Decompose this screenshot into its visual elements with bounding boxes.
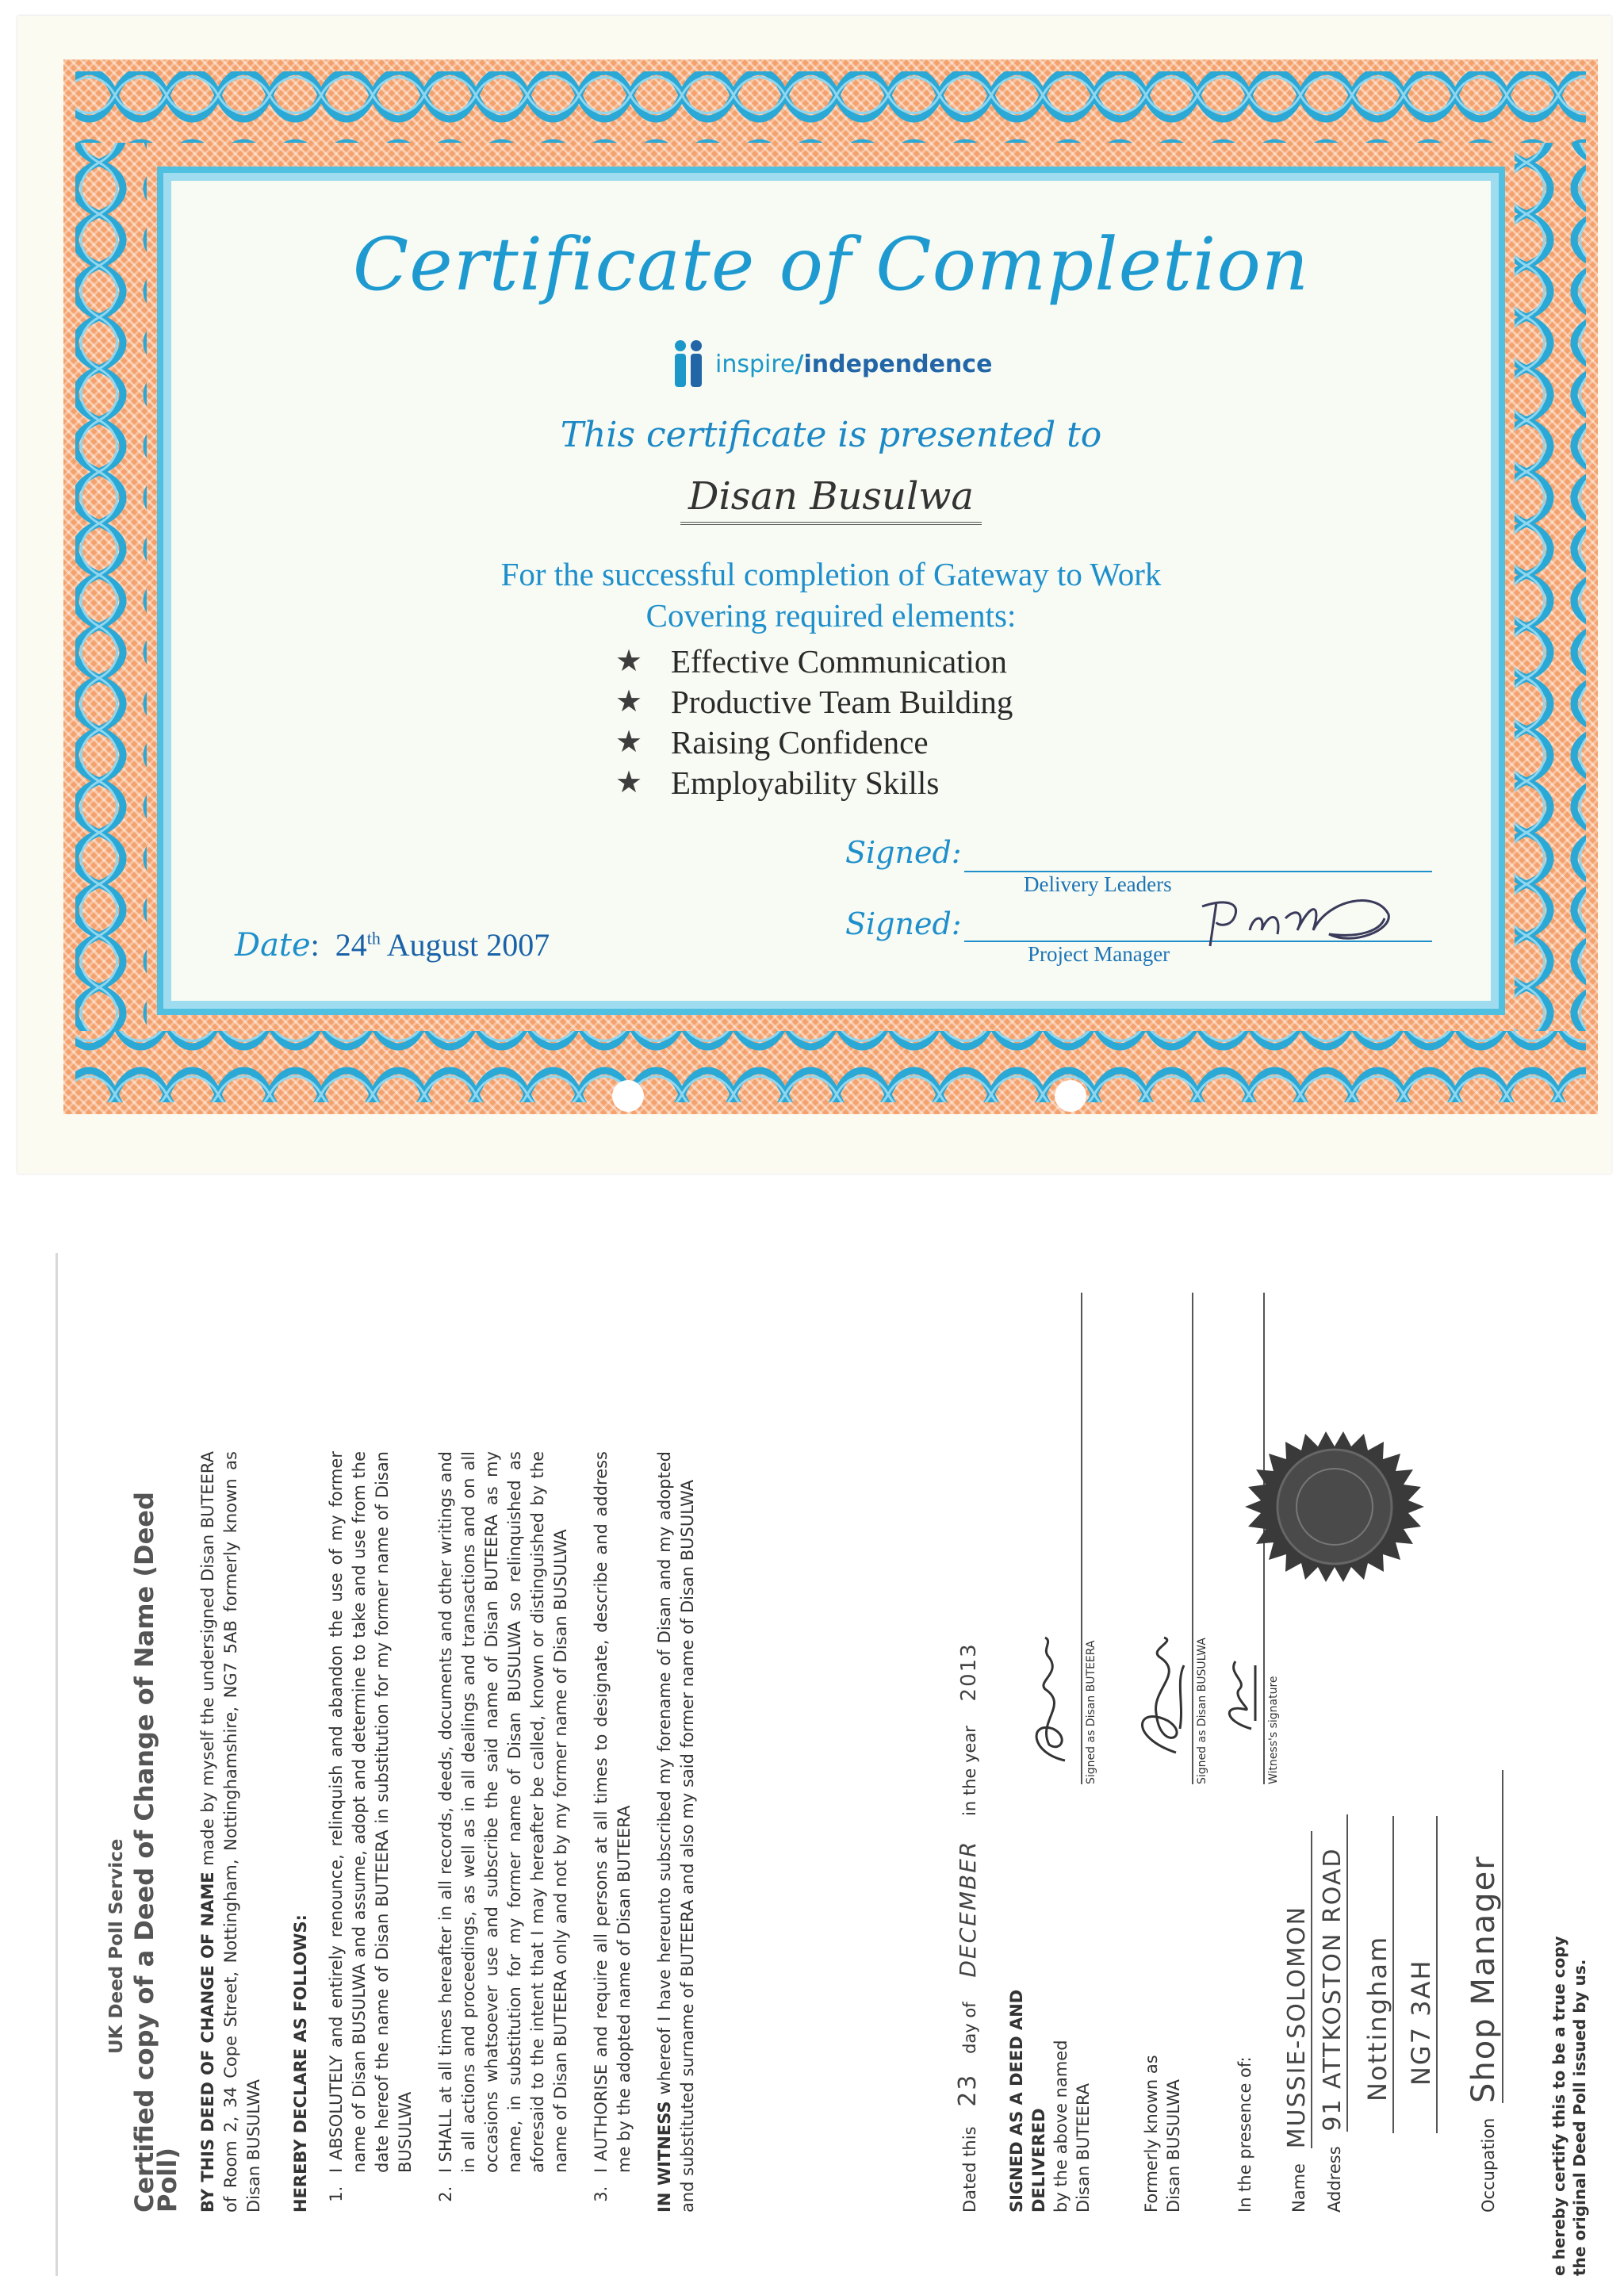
signed-label-1: Signed: bbox=[845, 835, 962, 870]
recipient-name: Disan Busulwa bbox=[171, 474, 1491, 519]
certification-note: e hereby certify this to be a true copy the original Deed Poll issued by us. bbox=[1549, 1936, 1589, 2276]
witness-name: MUSSIE-SOLOMON bbox=[1283, 1831, 1312, 2148]
presence-label: In the presence of: bbox=[1235, 2056, 1254, 2213]
signed-label-2: Signed: bbox=[845, 906, 962, 941]
star-icon: ★ bbox=[615, 685, 643, 718]
deed-service-name: UK Deed Poll Service bbox=[106, 1838, 127, 2054]
logo-text-independence: independence bbox=[803, 350, 993, 378]
date-month-year: August 2007 bbox=[386, 927, 550, 963]
witness-signature-label: Witness's signature bbox=[1267, 1676, 1280, 1784]
role-delivery-leaders: Delivery Leaders bbox=[1024, 872, 1172, 896]
completion-text bbox=[171, 554, 1491, 636]
witness-signature bbox=[1216, 1649, 1263, 1737]
signature-line-buteera bbox=[1081, 1293, 1082, 1784]
deed-poll-seal bbox=[1243, 1416, 1426, 1598]
list-item: ★ Effective Communication bbox=[615, 642, 1007, 680]
date-label: Date bbox=[235, 927, 311, 964]
completion-line-2: Covering required elements: bbox=[645, 597, 1017, 634]
project-manager-signature bbox=[1194, 883, 1400, 962]
logo-figure-icon bbox=[671, 339, 707, 389]
inspire-independence-logo: inspire/independence bbox=[671, 339, 992, 389]
witness-paragraph: IN WITNESS whereof I have hereunto subscribed my forename of Disan and my adopted and substituted surname of BUTEERA and also my said former name of Disan BUSULWA bbox=[655, 1451, 697, 2213]
dated-month: DECEMBER bbox=[955, 1840, 981, 1978]
occupation-row: Occupation Shop Manager bbox=[1465, 1770, 1503, 2213]
completion-line-1: For the successful completion of Gateway to Work bbox=[500, 556, 1162, 592]
formerly-block: Formerly known as Disan BUSULWA bbox=[1142, 2055, 1183, 2213]
name-row: Name MUSSIE-SOLOMON bbox=[1283, 1831, 1312, 2213]
signed-block-1: SIGNED AS A DEED AND DELIVERED by the above named Disan BUTEERA bbox=[1007, 1989, 1093, 2213]
dated-year: 2013 bbox=[957, 1642, 981, 1702]
address-row: Address 91 ATTKOSTON ROAD bbox=[1319, 1814, 1348, 2213]
buteera-signature bbox=[1021, 1634, 1081, 1768]
star-icon: ★ bbox=[615, 726, 643, 759]
star-icon: ★ bbox=[615, 645, 643, 678]
certificate-date: Date: 24th August 2007 bbox=[235, 927, 550, 964]
witness-occupation: Shop Manager bbox=[1465, 1770, 1503, 2103]
witness-address-2: Nottingham bbox=[1362, 1816, 1394, 2133]
list-item: ★ Productive Team Building bbox=[615, 683, 1013, 720]
witness-address-3: NG7 3AH bbox=[1406, 1816, 1438, 2133]
date-day: 24 bbox=[335, 927, 367, 963]
deed-intro: BY THIS DEED OF CHANGE OF NAME made by myself the undersigned Disan BUTEERA of Room 2, 34 Cope Street, Nottingham, Nottinghamshire, NG7 5AB formerly known as Disan BUSULWA bbox=[198, 1451, 263, 2213]
deed-poll-content bbox=[58, 1253, 1612, 2276]
dated-line: Dated this 23 day of DECEMBER in the year 2013 bbox=[954, 1642, 982, 2213]
declare-heading: HEREBY DECLARE AS FOLLOWS: bbox=[291, 1914, 310, 2213]
deed-poll-page bbox=[56, 1253, 1612, 2276]
certificate-title: Certificate of Completion bbox=[352, 222, 1310, 307]
punch-hole bbox=[1055, 1080, 1086, 1112]
signed-as-busulwa-label: Signed as Disan BUSULWA bbox=[1196, 1638, 1208, 1784]
star-icon: ★ bbox=[615, 766, 643, 799]
list-item: ★ Employability Skills bbox=[615, 764, 940, 801]
address-row-2 bbox=[1362, 1816, 1394, 2133]
clauses-list bbox=[325, 1451, 636, 2213]
deed-heading: Certified copy of a Deed of Change of Name (Deed Poll) bbox=[129, 1492, 182, 2213]
dated-day: 23 bbox=[954, 2073, 982, 2107]
logo-text-inspire: inspire bbox=[715, 350, 795, 378]
address-row-3 bbox=[1406, 1816, 1438, 2133]
list-item: 1. I ABSOLUTELY and entirely renounce, relinquish and abandon the use of my former name of Disan BUSULWA and assume, adopt and determine to take and use from the date hereof the name of Disan BUTEERA in substitution for my former name of Disan BUSULWA bbox=[325, 1451, 417, 2181]
witness-address-1: 91 ATTKOSTON ROAD bbox=[1319, 1814, 1348, 2132]
list-item: 3. I AUTHORISE and require all persons at all times to designate, describe and address me by the adopted name of Disan BUTEERA bbox=[590, 1451, 636, 2181]
punch-hole bbox=[612, 1080, 644, 1112]
list-item: ★ Raising Confidence bbox=[615, 723, 929, 761]
role-project-manager: Project Manager bbox=[1028, 942, 1170, 966]
presented-to-text: This certificate is presented to bbox=[560, 415, 1102, 455]
certificate-body bbox=[157, 167, 1505, 1015]
elements-list bbox=[615, 641, 1013, 803]
list-item: 2. I SHALL at all times hereafter in all records, deeds, documents and other writings and in all actions and proceedings, as well as in all dealings and transactions and on all occasions whatsoever use and subscribe the said name of Disan BUTEERA as my name, in substitution for my former name of Disan BUSULWA so relinquished as aforesaid to the intent that I may hereafter be called, known or distinguished by the name of Disan BUTEERA only and not by my former name of Disan BUSULWA bbox=[435, 1451, 573, 2181]
signed-as-buteera-label: Signed as Disan BUTEERA bbox=[1085, 1640, 1097, 1784]
busulwa-signature bbox=[1128, 1634, 1196, 1761]
